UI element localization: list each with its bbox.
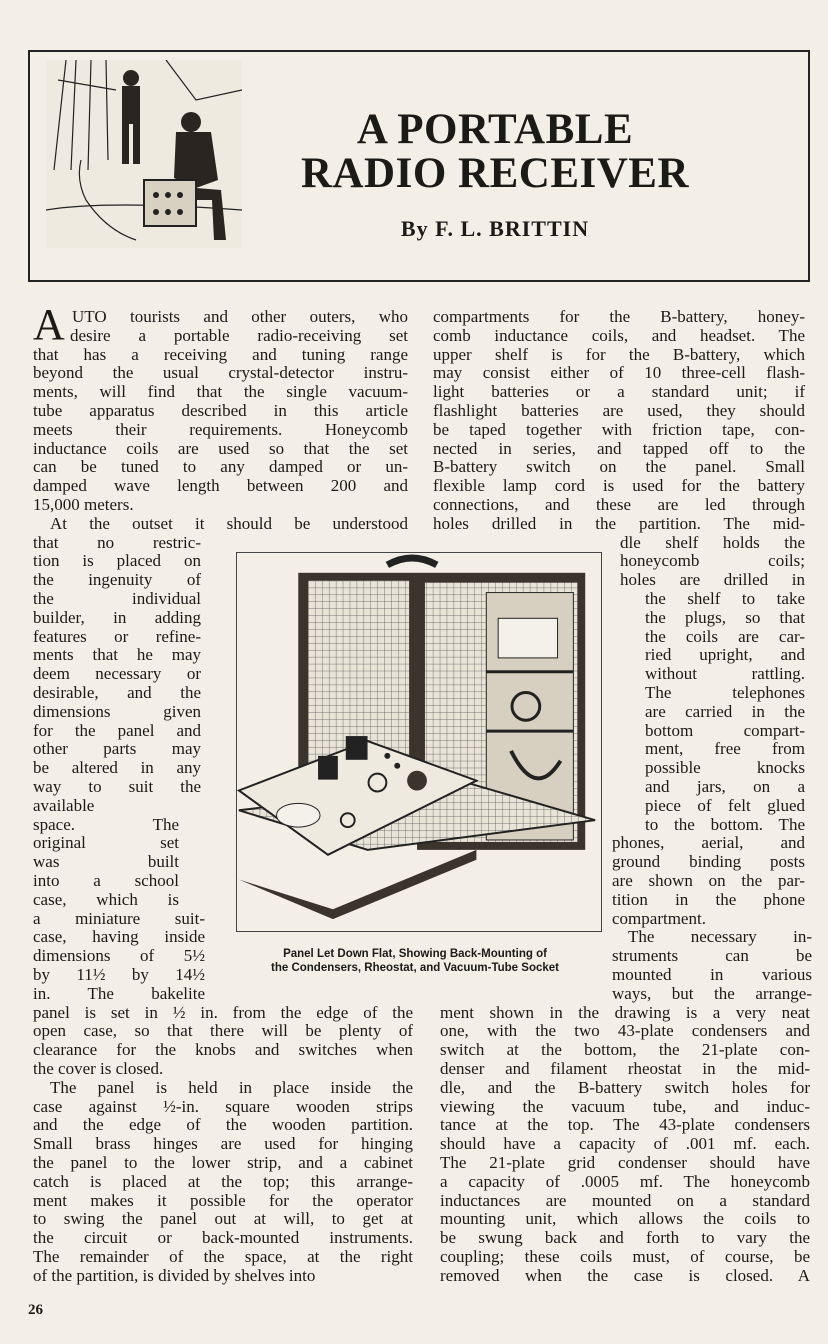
right-column-text-line: removed when the case is closed. A <box>440 1265 810 1285</box>
right-column-text-line: be taped together with friction tape, con- <box>433 419 805 439</box>
right-column-text-line: the plugs, so that <box>645 607 805 627</box>
left-column-text-line: the panel to the lower strip, and a cabinet <box>33 1153 413 1172</box>
right-column-text-line: The telephones <box>645 683 805 702</box>
right-column-text-line: without rattling. <box>645 664 805 684</box>
right-column-text-line: tition in the phone <box>612 889 805 909</box>
left-column-text-line: 15,000 meters. <box>33 495 134 514</box>
right-column-text-line: one, with the two 43-plate condensers and <box>440 1021 810 1041</box>
right-column-text-line: struments can be <box>612 946 812 966</box>
left-column-text-line: a miniature suit- <box>33 908 205 928</box>
left-column-text-line: that no restric- <box>33 532 201 552</box>
right-column-text-line: the coils are car- <box>645 626 805 646</box>
left-column-text-line: the circuit or back-mounted instruments. <box>33 1228 413 1248</box>
left-column-text-line: by 11½ by 14½ <box>33 965 205 984</box>
left-column-text-line: damped wave length between 200 and <box>33 476 408 496</box>
right-column-text-line: flashlight batteries are used, they should <box>433 401 805 420</box>
left-column-text-line: tion is placed on <box>33 551 201 571</box>
right-column-text-line: phones, aerial, and <box>612 833 805 853</box>
left-column-text-line: desirable, and the <box>33 683 201 702</box>
left-column-text-line: features or refine- <box>33 626 201 646</box>
left-column-text-line: ments that he may <box>33 645 201 665</box>
right-column-text-line: are shown on the par- <box>612 871 805 890</box>
article-title-line2: RADIO RECEIVER <box>300 150 690 197</box>
right-column-text-line: light batteries or a standard unit; if <box>433 382 805 402</box>
left-column-text-line: available <box>33 795 95 815</box>
right-column-text-line: connections, and these are led through <box>433 495 805 514</box>
right-column-text-line: coupling; these coils must, of course, be <box>440 1247 810 1266</box>
left-column-text-line: meets their requirements. Honeycomb <box>33 419 408 439</box>
left-column-text-line: and the edge of the wooden partition. <box>33 1115 413 1135</box>
suitcase-radio-figure <box>236 552 602 932</box>
right-column-text-line: the shelf to take <box>645 589 805 608</box>
left-column-text-line: was built <box>33 852 179 872</box>
right-column-text-line: viewing the vacuum tube, and induc- <box>440 1096 810 1116</box>
right-column-text-line: dle, and the B-battery switch holes for <box>440 1077 810 1097</box>
left-column-text-line: deem necessary or <box>33 664 201 684</box>
left-column-text-line: panel is set in ½ in. from the edge of the <box>33 1002 413 1022</box>
caption-line-1: Panel Let Down Flat, Showing Back-Mounting of <box>283 948 547 960</box>
right-column-text-line: compartments for the B-battery, honey- <box>433 307 805 326</box>
right-column-text-line: a capacity of .0005 mf. The honeycomb <box>440 1171 810 1191</box>
right-column-text-line: ment shown in the drawing is a very neat <box>440 1002 810 1022</box>
right-column-text-line: and jars, on a <box>645 777 805 796</box>
left-column-text-line: the cover is closed. <box>33 1059 164 1078</box>
left-column-text-line: that has a receiving and tuning range <box>33 344 408 364</box>
right-column-text-line: The necessary in- <box>628 927 812 947</box>
right-column-text-line: ways, but the arrange- <box>612 983 812 1003</box>
left-column-text-line: in. The bakelite <box>33 983 205 1003</box>
right-column-text-line: be swung back and forth to vary the <box>440 1228 810 1248</box>
left-column-text-line: inductance coils are used so that the set <box>33 438 408 458</box>
left-column-text-line: tube apparatus described in this article <box>33 401 408 420</box>
right-column-text-line: ment, free from <box>645 739 805 759</box>
right-column-text-line: piece of felt glued <box>645 795 805 815</box>
right-column-text-line: tance at the top. The 43-plate condensers <box>440 1115 810 1135</box>
left-column-text-line: At the outset it should be understood <box>50 513 408 533</box>
right-column-text-line: ground binding posts <box>612 852 805 872</box>
right-column-text-line: compartment. <box>612 908 706 928</box>
right-column-text-line: mounted in various <box>612 965 812 984</box>
left-column-text-line: space. The <box>33 814 179 834</box>
right-column-text-line: holes are drilled in <box>620 570 805 590</box>
right-column-text-line: are carried in the <box>645 701 805 721</box>
left-column-text-line: dimensions given <box>33 701 201 721</box>
right-column-text-line: nected in series, and tapped off to the <box>433 438 805 458</box>
right-column-text-line: honeycomb coils; <box>620 551 805 571</box>
left-column-text-line: beyond the usual crystal-detector instru- <box>33 363 408 383</box>
right-column-text-line: switch at the bottom, the 21-plate con- <box>440 1040 810 1060</box>
left-column-text-line: desire a portable radio-receiving set <box>70 325 408 345</box>
right-column-text-line: may consist either of 10 three-cell flash- <box>433 363 805 383</box>
right-column-text-line: The 21-plate grid condenser should have <box>440 1153 810 1172</box>
right-column-text-line: mounting unit, which allows the coils to <box>440 1209 810 1229</box>
right-column-text-line: possible knocks <box>645 758 805 778</box>
page-number: 26 <box>28 1302 43 1318</box>
left-column-text-line: be altered in any <box>33 758 201 778</box>
right-column-text-line: inductances are mounted on a standard <box>440 1190 810 1210</box>
left-column-text-line: to swing the panel out at will, to get at <box>33 1209 413 1229</box>
right-column-text-line: to the bottom. The <box>645 814 805 834</box>
left-column-text-line: builder, in adding <box>33 607 201 627</box>
right-column-text-line: ried upright, and <box>645 645 805 665</box>
right-column-text-line: upper shelf is for the B-battery, which <box>433 344 805 364</box>
left-column-text-line: case against ½-in. square wooden strips <box>33 1096 413 1116</box>
caption-line-2: the Condensers, Rheostat, and Vacuum-Tube Socket <box>271 962 559 974</box>
left-column-text-line: UTO tourists and other outers, who <box>72 307 408 326</box>
left-column-text-line: Small brass hinges are used for hinging <box>33 1134 413 1154</box>
right-column-text-line: flexible lamp cord is used for the battery <box>433 476 805 496</box>
left-column-text-line: ments, will find that the single vacuum- <box>33 382 408 402</box>
left-column-text-line: The remainder of the space, at the right <box>33 1247 413 1266</box>
right-column-text-line: comb inductance coils, and headset. The <box>433 325 805 345</box>
left-column-text-line: can be tuned to any damped or un- <box>33 457 408 477</box>
right-column-text-line: holes drilled in the partition. The mid- <box>433 513 805 533</box>
left-column-text-line: case, which is <box>33 889 179 909</box>
drop-cap: A <box>33 300 65 349</box>
article-header <box>28 50 810 282</box>
left-column-text-line: clearance for the knobs and switches when <box>33 1040 413 1060</box>
left-column-text-line: way to suit the <box>33 777 201 796</box>
left-column-text-line: dimensions of 5½ <box>33 946 205 966</box>
left-column-text-line: the individual <box>33 589 201 608</box>
left-column-text-line: case, having inside <box>33 927 205 947</box>
figure-caption <box>232 947 598 975</box>
author-byline: By F. L. BRITTIN <box>400 216 590 241</box>
right-column-text-line: bottom compart- <box>645 720 805 740</box>
left-column-text-line: of the partition, is divided by shelves into <box>33 1265 316 1285</box>
left-column-text-line: The panel is held in place inside the <box>50 1077 413 1097</box>
left-column-text-line: catch is placed at the top; this arrange- <box>33 1171 413 1191</box>
left-column-text-line: other parts may <box>33 739 201 759</box>
left-column-text-line: open case, so that there will be plenty of <box>33 1021 413 1041</box>
left-column-text-line: for the panel and <box>33 720 201 740</box>
header-illustration-campers-with-radio <box>46 60 242 248</box>
left-column-text-line: the ingenuity of <box>33 570 201 590</box>
right-column-text-line: should have a capacity of .001 mf. each. <box>440 1134 810 1154</box>
right-column-text-line: denser and filament rheostat in the mid- <box>440 1059 810 1078</box>
suitcase-radio-drawing <box>237 553 601 931</box>
right-column-text-line: B-battery switch on the panel. Small <box>433 457 805 477</box>
left-column-text-line: original set <box>33 833 179 853</box>
left-column-text-line: into a school <box>33 871 179 890</box>
article-title-line1: A PORTABLE <box>356 106 634 153</box>
left-column-text-line: ment makes it possible for the operator <box>33 1190 413 1210</box>
right-column-text-line: dle shelf holds the <box>620 532 805 552</box>
